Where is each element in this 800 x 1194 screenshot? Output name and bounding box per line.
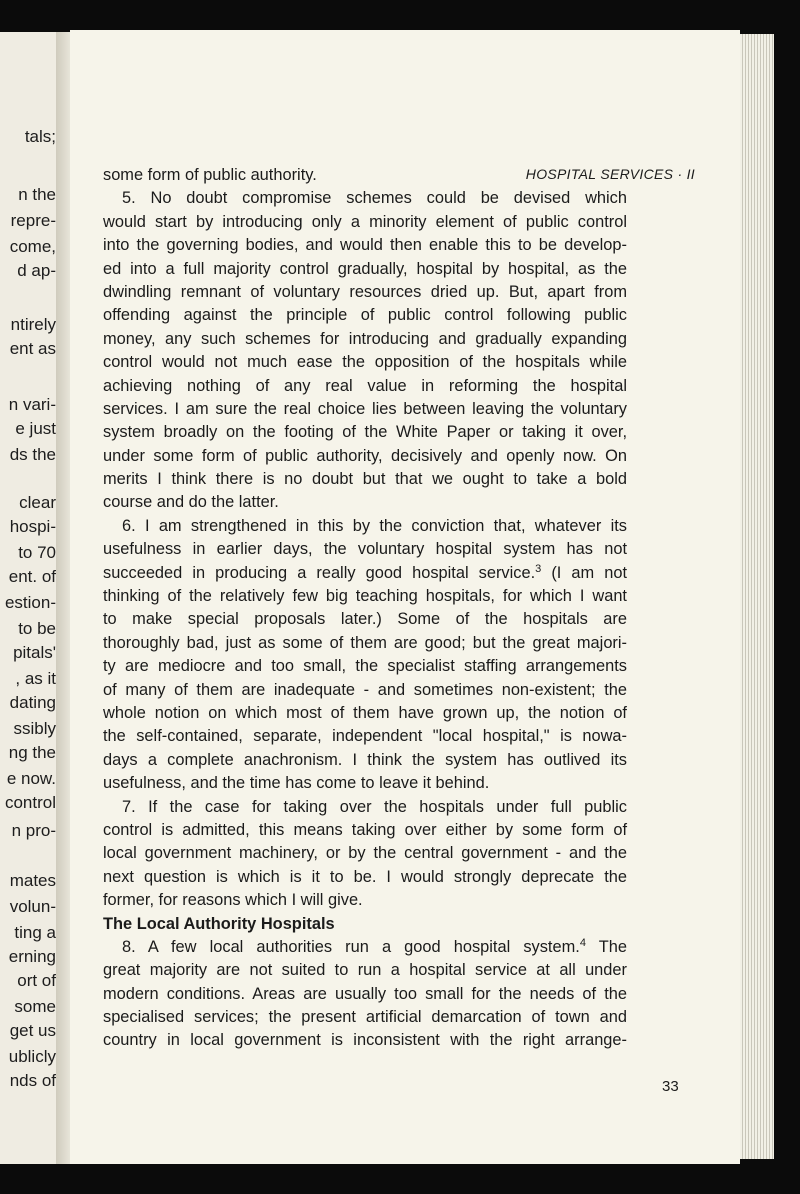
- text-line: [103, 655, 627, 678]
- text-line-content: specialised services; the present artificial demarcation of town and: [103, 1008, 627, 1027]
- text-line-content: modern conditions. Areas are usually too small for the needs of the: [103, 984, 627, 1003]
- text-line-content: dwindling remnant of voluntary resources dried up. But, apart from: [103, 282, 627, 301]
- text-line: [103, 983, 627, 1006]
- facing-page-fragment: , as it: [15, 669, 56, 688]
- text-line: [103, 1006, 627, 1029]
- facing-page-fragment: ent as: [9, 339, 56, 358]
- facing-page-fragment: volun-: [9, 897, 56, 916]
- text-line-content: 7. If the case for taking over the hospitals under full public: [122, 797, 627, 816]
- page-edges: [734, 34, 774, 1159]
- facing-page-fragment: ting a: [14, 923, 56, 942]
- text-line: [103, 328, 627, 351]
- text-line: [103, 538, 627, 561]
- facing-page-fragment: ent. of: [8, 567, 56, 586]
- text-line-content: whole notion on which most of them have grown up, the notion of: [103, 703, 627, 722]
- text-line: [103, 679, 627, 702]
- text-line: [103, 842, 627, 865]
- text-line: [103, 304, 627, 327]
- facing-page-fragment: get us: [9, 1021, 56, 1040]
- facing-page-fragment: ublicly: [8, 1047, 56, 1066]
- text-line-content: control is admitted, this means taking over either by some form of: [103, 820, 627, 839]
- text-line: [103, 164, 627, 187]
- text-line-content: thoroughly bad, just as some of them are good; but the great majori-: [103, 633, 627, 652]
- text-line: [103, 398, 627, 421]
- text-line: [103, 258, 627, 281]
- text-line-content: control would not much ease the opposition of the hospitals while: [103, 353, 627, 372]
- text-line-content: great majority are not suited to run a hospital service at all under: [103, 961, 627, 980]
- body-text: [103, 164, 627, 1053]
- facing-page-fragment: to 70: [18, 543, 56, 562]
- text-line: [103, 187, 627, 210]
- text-line-content: the self-contained, separate, independent "local hospital," is nowa-: [103, 727, 627, 746]
- facing-page-fragment: ort of: [17, 971, 56, 990]
- facing-page-fragment: n vari-: [8, 395, 56, 414]
- text-line-tail: The: [585, 937, 627, 956]
- text-line: [103, 1029, 627, 1052]
- facing-page-fragment: erning: [8, 947, 56, 966]
- facing-page: [0, 32, 62, 1164]
- text-line-content: The Local Authority Hospitals: [103, 914, 335, 933]
- facing-page-fragment: ds the: [9, 445, 56, 464]
- text-line-content: services. I am sure the real choice lies between leaving the voluntary: [103, 399, 627, 418]
- text-line-content: country in local government is inconsistent with the right arrange-: [103, 1031, 627, 1050]
- footnote-marker: 4: [579, 936, 586, 949]
- text-line-content: money, any such schemes for introducing and gradually expanding: [103, 329, 627, 348]
- facing-page-fragment: to be: [18, 619, 56, 638]
- page-number: 33: [662, 1078, 679, 1095]
- facing-page-fragment: n the: [18, 185, 56, 204]
- facing-page-fragment: control: [4, 793, 56, 812]
- text-line: [103, 375, 627, 398]
- text-line-content: former, for reasons which I will give.: [103, 891, 363, 910]
- text-line: [103, 585, 627, 608]
- text-line: [103, 211, 627, 234]
- text-line: [103, 725, 627, 748]
- text-line-content: ty are mediocre and too small, the specialist staffing arrangements: [103, 657, 627, 676]
- text-line-content: 5. No doubt compromise schemes could be devised which: [122, 189, 627, 208]
- text-line: [103, 819, 627, 842]
- text-line: [103, 234, 627, 257]
- facing-page-fragment: dating: [9, 693, 56, 712]
- text-line: [103, 281, 627, 304]
- text-line: [103, 772, 627, 795]
- text-line: [103, 562, 627, 585]
- text-line: [103, 445, 627, 468]
- text-line-content: ed into a full majority control gradually, hospital by hospital, as the: [103, 259, 627, 278]
- text-line-content: days a complete anachronism. I think the system has outlived its: [103, 750, 627, 769]
- text-line-content: succeeded in producing a really good hospital service.: [103, 563, 536, 582]
- facing-page-fragment: ntirely: [10, 315, 56, 334]
- text-line: [103, 421, 627, 444]
- facing-page-fragment: e now.: [6, 769, 56, 788]
- facing-page-fragment: some: [14, 997, 56, 1016]
- text-line: [103, 468, 627, 491]
- text-line-content: to make special proposals later.) Some of the hospitals are: [103, 610, 627, 629]
- facing-page-fragment: e just: [15, 419, 56, 438]
- text-line: [103, 959, 627, 982]
- facing-page-fragment: d ap-: [17, 261, 56, 280]
- facing-page-fragment: come,: [9, 237, 56, 256]
- facing-page-fragment: n pro-: [11, 821, 56, 840]
- text-line: [103, 889, 627, 912]
- facing-page-fragment: pitals': [13, 643, 56, 662]
- facing-page-fragment: clear: [19, 493, 56, 512]
- text-line-content: under some form of public authority, decisively and openly now. On: [103, 446, 627, 465]
- text-line: [103, 702, 627, 725]
- text-line: [103, 936, 627, 959]
- text-line: [103, 351, 627, 374]
- text-line-content: into the governing bodies, and would then enable this to be develop-: [103, 236, 627, 255]
- text-line-content: of many of them are inadequate - and sometimes non-existent; the: [103, 680, 627, 699]
- text-line: [103, 608, 627, 631]
- text-line-content: offending against the principle of public control following public: [103, 306, 627, 325]
- text-line: [103, 515, 627, 538]
- text-line-content: system broadly on the footing of the White Paper or taking it over,: [103, 423, 627, 442]
- facing-page-fragment: ssibly: [13, 719, 56, 738]
- text-line-content: merits I think there is no doubt but that we ought to take a bold: [103, 470, 627, 489]
- footnote-marker: 3: [535, 562, 542, 575]
- text-line: [103, 866, 627, 889]
- text-line-content: 8. A few local authorities run a good hospital system.: [122, 937, 580, 956]
- text-line-content: 6. I am strengthened in this by the conviction that, whatever its: [122, 516, 627, 535]
- text-line: [103, 796, 627, 819]
- facing-page-fragment: ng the: [8, 743, 56, 762]
- running-head: HOSPITAL SERVICES · II: [525, 166, 695, 182]
- facing-page-fragment: hospi-: [9, 517, 56, 536]
- facing-page-fragment: nds of: [9, 1071, 56, 1090]
- facing-page-fragment: repre-: [10, 211, 56, 230]
- text-line-content: thinking of the relatively few big teaching hospitals, for which I want: [103, 587, 627, 606]
- text-line-tail: (I am not: [541, 563, 627, 582]
- facing-page-fragment: estion-: [4, 593, 56, 612]
- text-line-content: some form of public authority.: [103, 166, 317, 184]
- text-line: [103, 632, 627, 655]
- text-line-content: usefulness in earlier days, the voluntary hospital system has not: [103, 540, 627, 559]
- text-line-content: local government machinery, or by the central government - and the: [103, 844, 627, 863]
- text-line-content: next question is which is it to be. I would strongly deprecate the: [103, 867, 627, 886]
- text-line-content: would start by introducing only a minority element of public control: [103, 212, 627, 231]
- text-line-content: course and do the latter.: [103, 493, 279, 512]
- text-line: [103, 491, 627, 514]
- section-heading: [103, 913, 627, 936]
- facing-page-fragment: mates: [9, 871, 56, 890]
- text-line: [103, 749, 627, 772]
- text-line-content: usefulness, and the time has come to leave it behind.: [103, 774, 490, 793]
- text-line-content: achieving nothing of any real value in reforming the hospital: [103, 376, 627, 395]
- facing-page-fragment: tals;: [24, 127, 56, 146]
